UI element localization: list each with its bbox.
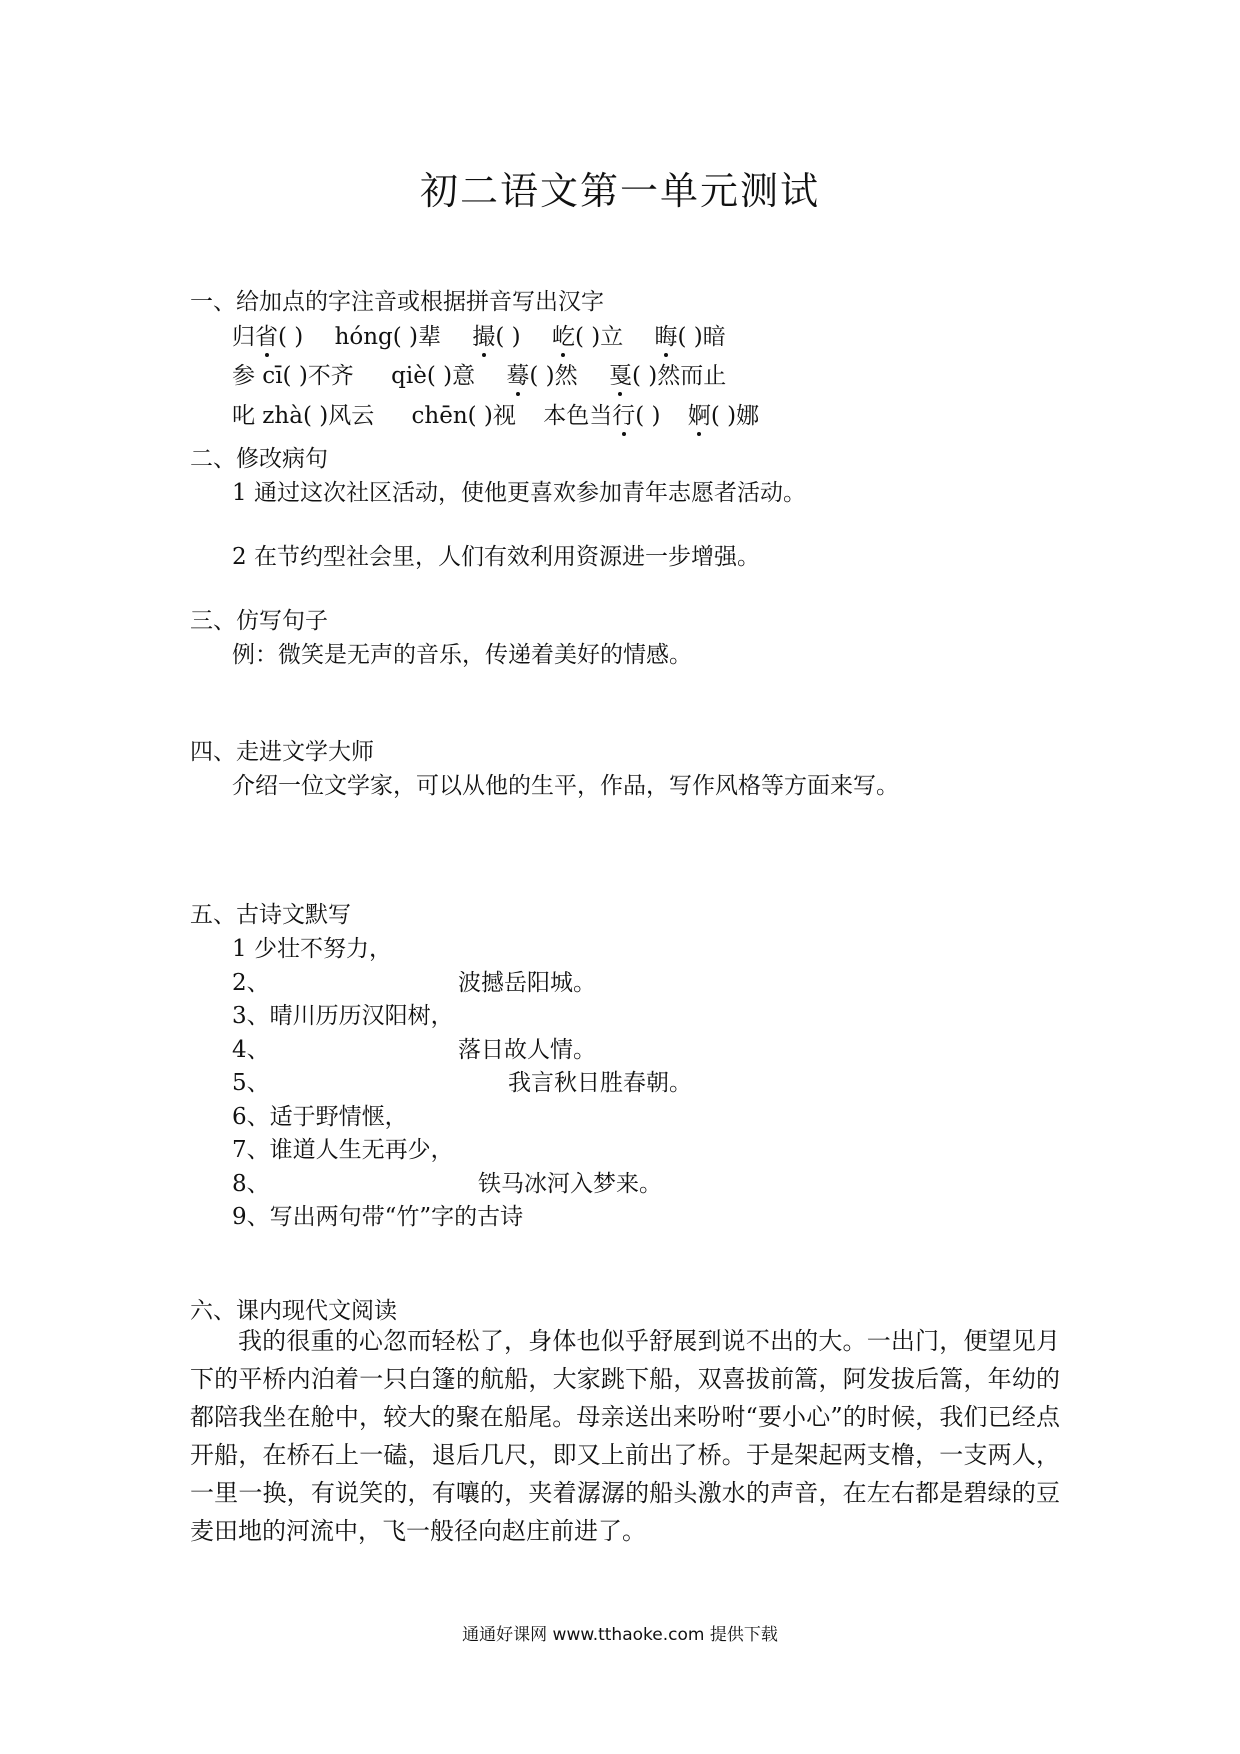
poem-item: 3、晴川历历汉阳树， <box>232 1003 454 1029</box>
poem-item: 7、谁道人生无再少， <box>232 1137 454 1163</box>
section-2-question-2: 2 在节约型社会里，人们有效利用资源进一步增强。 <box>232 544 760 570</box>
poem-item: 1 少壮不努力， <box>232 936 392 962</box>
passage-text: 我的很重的心忽而轻松了，身体也似乎舒展到说不出的大。一出门，便望见月下的平桥内泊着一只白篷的航船，大家跳下船，双喜拔前篙，阿发拔后篙，年幼的都陪我坐在舱中，较大的聚在船尾。母亲送出来吩咐“要小心”的时候，我们已经点开船，在桥石上一磕，退后几尺，即又上前出了桥。于是架起两支橹，一支两人，一里一换，有说笑的，有嚷的，夹着潺潺的船头激水的声音，在左右都是碧绿的豆麦田地的河流中，飞一般径向赵庄前进了。 <box>190 1327 1060 1545</box>
section-2-question-1: 1 通过这次社区活动，使他更喜欢参加青年志愿者活动。 <box>232 480 806 506</box>
poem-item: 9、写出两句带“竹”字的古诗 <box>232 1204 524 1230</box>
section-1-row-2 <box>232 357 726 390</box>
section-6-heading: 六、课内现代文阅读 <box>190 1298 397 1324</box>
poem-item-number: 2、 <box>232 970 270 996</box>
poem-item-text: 我言秋日胜春朝。 <box>508 1070 692 1096</box>
section-3-heading: 三、仿写句子 <box>190 608 328 634</box>
blank: ( )暗 <box>677 324 726 350</box>
section-1-row-1 <box>232 318 726 351</box>
section-3-example: 例：微笑是无声的音乐，传递着美好的情感。 <box>232 642 692 668</box>
dotted-char: 屹 <box>552 318 575 351</box>
reading-passage <box>190 1322 1060 1550</box>
poem-item-number: 5、 <box>232 1070 270 1096</box>
phrase: 本色当 <box>543 403 613 429</box>
poem-item-text: 铁马冰河入梦来。 <box>478 1171 662 1197</box>
page-title: 初二语文第一单元测试 <box>419 169 820 213</box>
dotted-char: 撮 <box>472 318 495 351</box>
dotted-char: 省 <box>255 318 278 351</box>
section-1-row-3 <box>232 397 759 430</box>
blank: ( )然而止 <box>631 363 727 389</box>
poem-item-text: 波撼岳阳城。 <box>458 970 596 996</box>
dotted-char: 戛 <box>609 357 632 390</box>
blank: ( ) <box>635 403 661 429</box>
pinyin-item: hóng( )辈 <box>334 324 442 350</box>
pinyin-item: chēn( )视 <box>411 403 516 429</box>
blank: ( )然 <box>529 363 578 389</box>
section-1-heading: 一、给加点的字注音或根据拼音写出汉字 <box>190 289 604 315</box>
pinyin-item: 参 cī( )不齐 <box>232 363 354 389</box>
char: 归 <box>232 324 255 350</box>
dotted-char: 晦 <box>655 318 678 351</box>
poem-item-number: 8、 <box>232 1171 270 1197</box>
footer-credit: 通通好课网 www.tthaoke.com 提供下载 <box>462 1625 778 1645</box>
poem-item: 6、适于野情惬， <box>232 1104 408 1130</box>
section-2-heading: 二、修改病句 <box>190 446 328 472</box>
blank: ( ) <box>495 324 521 350</box>
dotted-char: 蓦 <box>506 357 529 390</box>
blank: ( ) <box>278 324 304 350</box>
section-4-heading: 四、走进文学大师 <box>190 739 374 765</box>
dotted-char: 行 <box>612 397 635 430</box>
dotted-char: 婀 <box>688 397 711 430</box>
section-4-prompt: 介绍一位文学家，可以从他的生平，作品，写作风格等方面来写。 <box>232 773 899 799</box>
blank: ( )娜 <box>710 403 760 429</box>
pinyin-item: qiè( )意 <box>391 363 476 389</box>
blank: ( )立 <box>574 324 624 350</box>
poem-item-text: 落日故人情。 <box>458 1037 596 1063</box>
section-5-heading: 五、古诗文默写 <box>190 902 351 928</box>
pinyin-item: 叱 zhà( )风云 <box>232 403 375 429</box>
poem-item-number: 4、 <box>232 1037 270 1063</box>
